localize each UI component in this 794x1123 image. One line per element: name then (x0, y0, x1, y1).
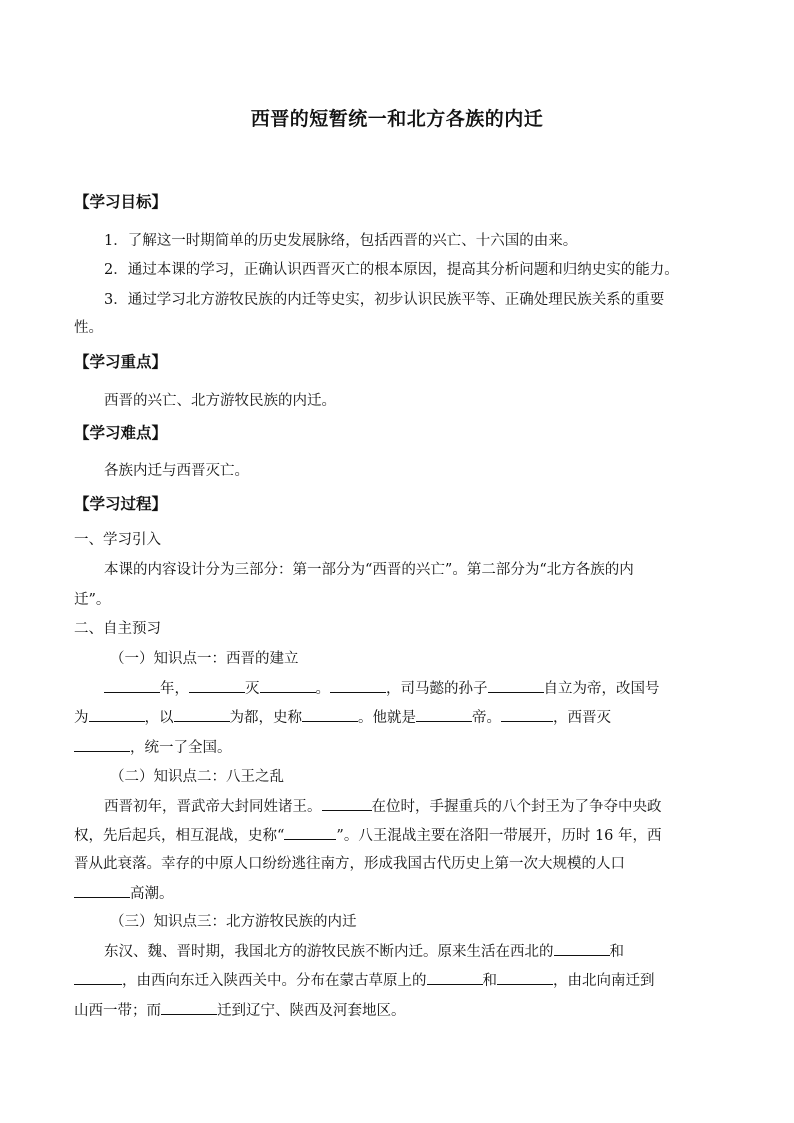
k2-line-2: 权，先后起兵，相互混战，史称“ ”。八王混战主要在洛阳一带展开，历时 16 年，西 (74, 825, 662, 846)
goal-item-3: 3．通过学习北方游牧民族的内迁等史实，初步认识民族平等、正确处理民族关系的重要 (104, 292, 665, 308)
fill-blank[interactable] (554, 941, 610, 956)
fill-blank[interactable] (302, 707, 358, 722)
fill-blank[interactable] (260, 678, 316, 693)
heading-goals: 【学习目标】 (74, 192, 168, 211)
k3-title: （三）知识点三：北方游牧民族的内迁 (110, 914, 357, 930)
fill-blank[interactable] (174, 707, 230, 722)
fill-blank[interactable] (284, 825, 336, 840)
heading-process: 【学习过程】 (74, 494, 168, 513)
fill-blank[interactable] (497, 970, 553, 985)
section-preview-title: 二、自主预习 (74, 621, 161, 637)
fill-blank[interactable] (330, 678, 386, 693)
fill-blank[interactable] (74, 737, 130, 752)
fill-blank[interactable] (161, 1000, 217, 1015)
k2-line-3: 晋从此衰落。幸存的中原人口纷纷逃往南方，形成我国古代历史上第一次大规模的人口 (74, 856, 625, 872)
fill-blank[interactable] (501, 707, 553, 722)
fill-blank[interactable] (74, 970, 122, 985)
k1-line-3: ，统一了全国。 (74, 737, 232, 758)
k1-line-1: 年， 灭 。 ，司马懿的孙子 自立为帝，改国号 (104, 678, 660, 699)
fill-blank[interactable] (488, 678, 544, 693)
heading-focus: 【学习重点】 (74, 352, 168, 371)
fill-blank[interactable] (74, 883, 130, 898)
focus-text: 西晋的兴亡、北方游牧民族的内迁。 (104, 393, 336, 409)
fill-blank[interactable] (427, 970, 483, 985)
section-intro-title: 一、学习引入 (74, 532, 161, 548)
k1-title: （一）知识点一：西晋的建立 (110, 651, 299, 667)
fill-blank[interactable] (89, 707, 145, 722)
heading-difficulty: 【学习难点】 (74, 423, 168, 442)
intro-text-2: 迁”。 (74, 592, 111, 608)
difficulty-text: 各族内迁与西晋灭亡。 (104, 463, 249, 479)
fill-blank[interactable] (104, 678, 160, 693)
intro-text-1: 本课的内容设计分为三部分：第一部分为“西晋的兴亡”。第二部分为“北方各族的内 (104, 562, 634, 578)
goal-item-2: 2．通过本课的学习，正确认识西晋灭亡的根本原因，提高其分析问题和归纳史实的能力。 (104, 262, 679, 278)
fill-blank[interactable] (189, 678, 245, 693)
k2-title: （二）知识点二：八王之乱 (110, 769, 284, 785)
goal-item-1: 1．了解这一时期简单的历史发展脉络，包括西晋的兴亡、十六国的由来。 (104, 233, 578, 249)
page-title: 西晋的短暂统一和北方各族的内迁 (250, 108, 544, 130)
k1-line-2: 为 ，以 为都，史称 。他就是 帝。 ，西晋灭 (74, 707, 611, 728)
goal-item-3-cont: 性。 (74, 320, 103, 336)
k3-line-3: 山西一带；而 迁到辽宁、陕西及河套地区。 (74, 1000, 406, 1021)
k3-line-1: 东汉、魏、晋时期，我国北方的游牧民族不断内迁。原来生活在西北的 和 (104, 941, 624, 962)
fill-blank[interactable] (322, 796, 372, 811)
k2-line-1: 西晋初年，晋武帝大封同姓诸王。 在位时，手握重兵的八个封王为了争夺中央政 (104, 796, 662, 817)
k3-line-2: ，由西向东迁入陕西关中。分布在蒙古草原上的 和 ，由北向南迁到 (74, 970, 655, 991)
k2-line-4: 高潮。 (74, 883, 174, 904)
fill-blank[interactable] (416, 707, 472, 722)
